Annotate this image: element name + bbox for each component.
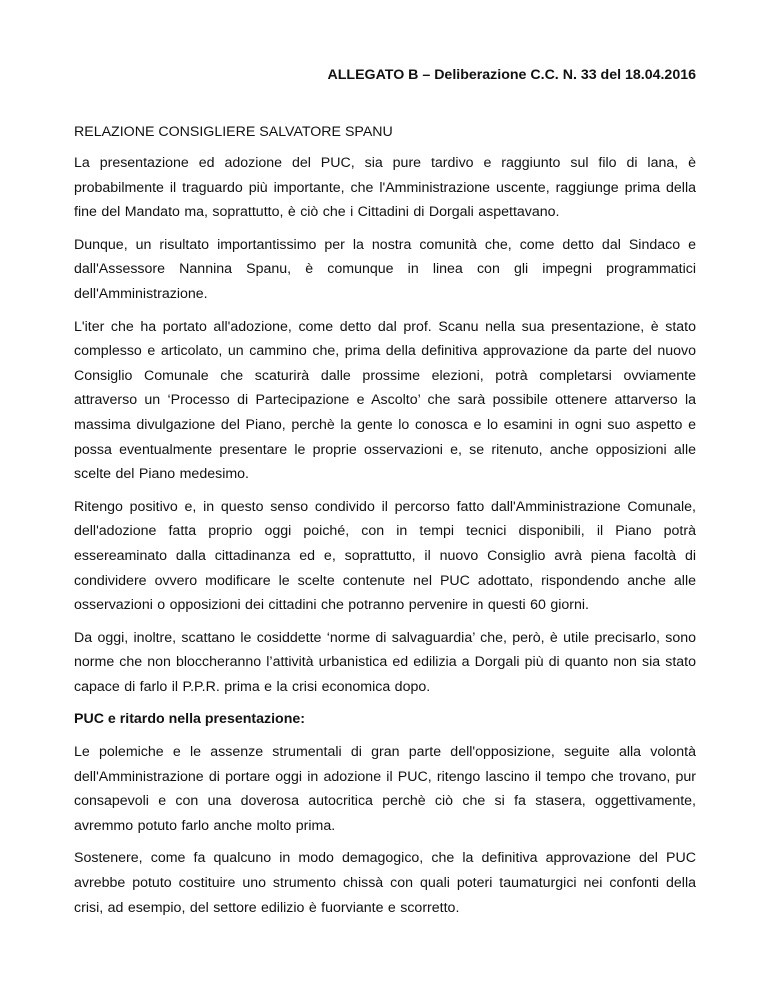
paragraph: Dunque, un risultato importantissimo per la nostra comunità che, come detto dal Sindaco e dall'Assessore Nannina Spanu, è comunque in linea con gli impegni programmatici dell'Amministrazione. (74, 236, 696, 302)
paragraph: Le polemiche e le assenze strumentali di gran parte dell'opposizione, seguite alla volontà dell'Amministrazione di portare oggi in adozione il PUC, ritengo lascino il tempo che trovano, pur consapevoli e con una doverosa autocritica perchè ciò che si fa stasera, oggettivamente, avremmo potuto farlo anche molto prima. (74, 744, 696, 834)
paragraph: Ritengo positivo e, in questo senso condivido il percorso fatto dall'Amministrazione Comunale, dell'adozione fatta proprio oggi poiché, con in tempi tecnici disponibili, il Piano potrà essereaminato dalla cittadinanza ed e, soprattutto, il nuovo Consiglio avrà piena facoltà di condividere ovvero modificare le scelte contenute nel PUC adottato, rispondendo anche alle osservazioni o opposizioni dei cittadini che potranno pervenire in questi 60 giorni. (74, 498, 696, 614)
document-body (74, 151, 696, 928)
section-heading: PUC e ritardo nella presentazione: (74, 711, 305, 728)
document-subtitle: RELAZIONE CONSIGLIERE SALVATORE SPANU (74, 124, 393, 140)
paragraph: Da oggi, inoltre, scattano le cosiddette ‘norme di salvaguardia’ che, però, è utile precisarlo, sono norme che non bloccheranno l’attività urbanistica ed edilizia a Dorgali più di quanto non sia stato capace di farlo il P.P.R. prima e la crisi economica dopo. (74, 629, 696, 695)
document-header: ALLEGATO B – Deliberazione C.C. N. 33 del 18.04.2016 (327, 67, 696, 83)
paragraph: La presentazione ed adozione del PUC, sia pure tardivo e raggiunto sul filo di lana, è probabilmente il traguardo più importante, che l'Amministrazione uscente, raggiunge prima della fine del Mandato ma, soprattutto, è ciò che i Cittadini di Dorgali aspettavano. (74, 155, 696, 221)
paragraph: Sostenere, come fa qualcuno in modo demagogico, che la definitiva approvazione del PUC avrebbe potuto costituire uno strumento chissà con quali poteri taumaturgici nei confonti della crisi, ad esempio, del settore edilizio è fuorviante e scorretto. (74, 850, 696, 916)
paragraph: L'iter che ha portato all'adozione, come detto dal prof. Scanu nella sua presentazione, è stato complesso e articolato, un cammino che, prima della definitiva approvazione da parte del nuovo Consiglio Comunale che scaturirà dalle prossime elezioni, potrà completarsi ovviamente attraverso un ‘Processo di Partecipazione e Ascolto’ che sarà possibile ottenere attarverso la massima divulgazione del Piano, perchè la gente lo conosca e lo esamini in ogni suo aspetto e possa eventualmente presentare le proprie osservazioni e, se ritenuto, anche opposizioni alle scelte del Piano medesimo. (74, 318, 696, 483)
